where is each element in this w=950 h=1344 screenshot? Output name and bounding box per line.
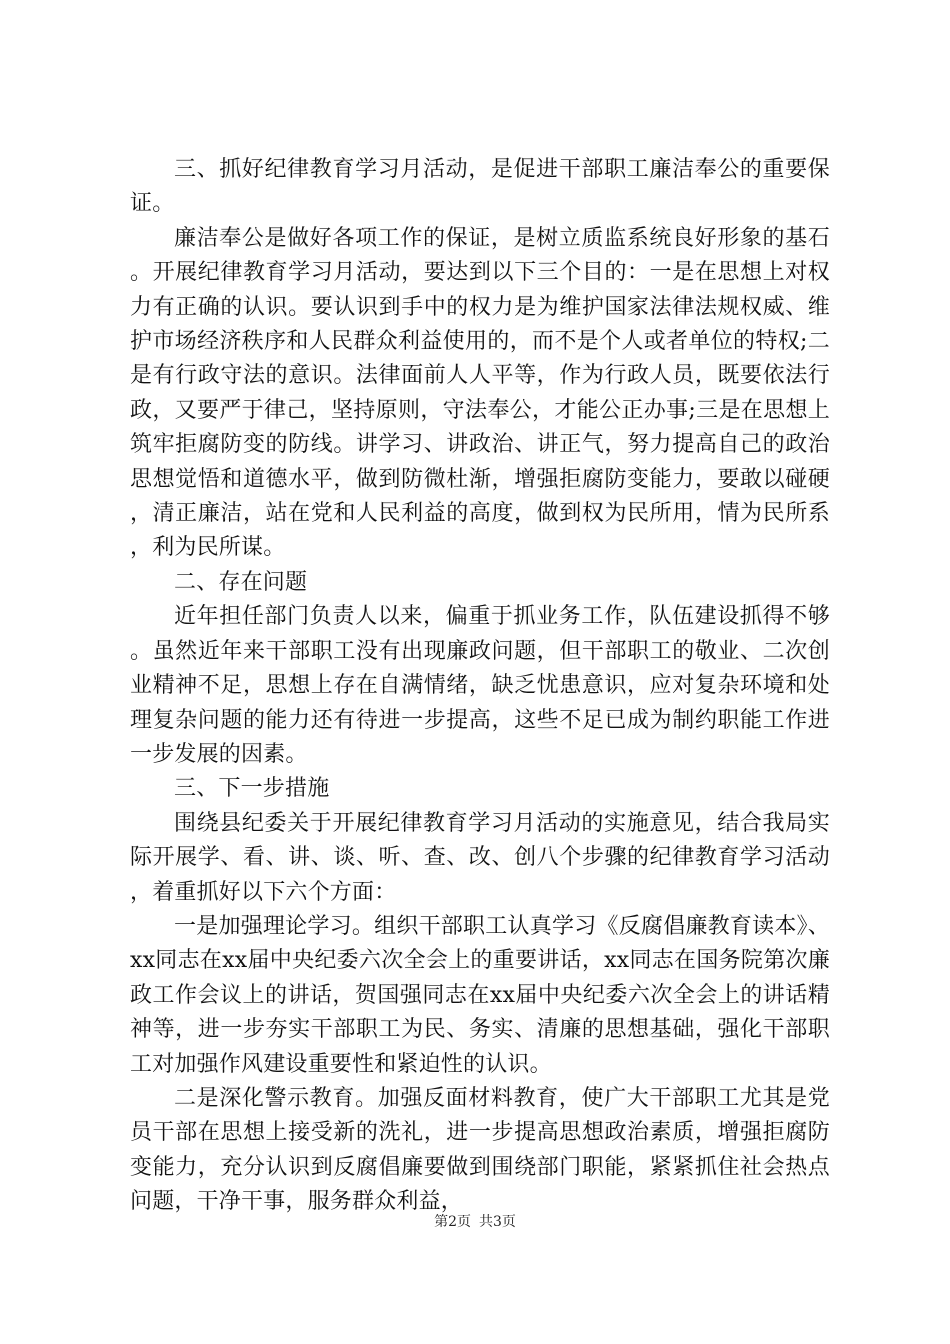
- page-footer: [0, 1212, 950, 1232]
- body-paragraph-warning-education: 二是深化警示教育。加强反面材料教育，使广大干部职工尤其是党员干部在思想上接受新的洗礼，进一步提高思想政治素质，增强拒腐防变能力，充分认识到反腐倡廉要做到围绕部门职能，紧紧抓住社会热点问题，干净干事，服务群众利益，: [130, 1085, 830, 1215]
- body-paragraph-problems: 近年担任部门负责人以来，偏重于抓业务工作，队伍建设抓得不够。虽然近年来干部职工没有出现廉政问题，但干部职工的敬业、二次创业精神不足，思想上存在自满情绪，缺乏忧患意识，应对复杂环境和处理复杂问题的能力还有待进一步提高，这些不足已成为制约职能工作进一步发展的因素。: [130, 604, 830, 767]
- body-paragraph-next-steps-intro: 围绕县纪委关于开展纪律教育学习月活动的实施意见，结合我局实际开展学、看、讲、谈、听、查、改、创八个步骤的纪律教育学习活动，着重抓好以下六个方面：: [130, 810, 830, 905]
- body-paragraph-integrity-goals: 廉洁奉公是做好各项工作的保证，是树立质监系统良好形象的基石。开展纪律教育学习月活动，要达到以下三个目的：一是在思想上对权力有正确的认识。要认识到手中的权力是为维护国家法律法规权威、维护市场经济秩序和人民群众利益使用的，而不是个人或者单位的特权;二是有行政守法的意识。法律面前人人平等，作为行政人员，既要依法行政，又要严于律己，坚持原则，守法奉公，才能公正办事;三是在思想上筑牢拒腐防变的防线。讲学习、讲政治、讲正气，努力提高自己的政治思想觉悟和道德水平，做到防微杜渐，增强拒腐防变能力，要敢以碰硬，清正廉洁，站在党和人民利益的高度，做到权为民所用，情为民所系，利为民所谋。: [130, 225, 830, 561]
- body-paragraph-theory-study: 一是加强理论学习。组织干部职工认真学习《反腐倡廉教育读本》、xx同志在xx届中央纪委六次全会上的重要讲话，xx同志在国务院第次廉政工作会议上的讲话，贺国强同志在xx届中央纪委六次全会上的讲话精神等，进一步夯实干部职工为民、务实、清廉的思想基础，强化干部职工对加强作风建设重要性和紧迫性的认识。: [130, 913, 830, 1077]
- section-heading-discipline-month: 三、抓好纪律教育学习月活动，是促进干部职工廉洁奉公的重要保证。: [130, 157, 830, 217]
- document-body: [130, 153, 830, 1220]
- section-heading-next-steps: 三、下一步措施: [174, 776, 330, 802]
- section-heading-existing-problems: 二、存在问题: [174, 569, 308, 595]
- page-number: 第2页: [434, 1214, 471, 1230]
- page-total: 共3页: [479, 1214, 516, 1230]
